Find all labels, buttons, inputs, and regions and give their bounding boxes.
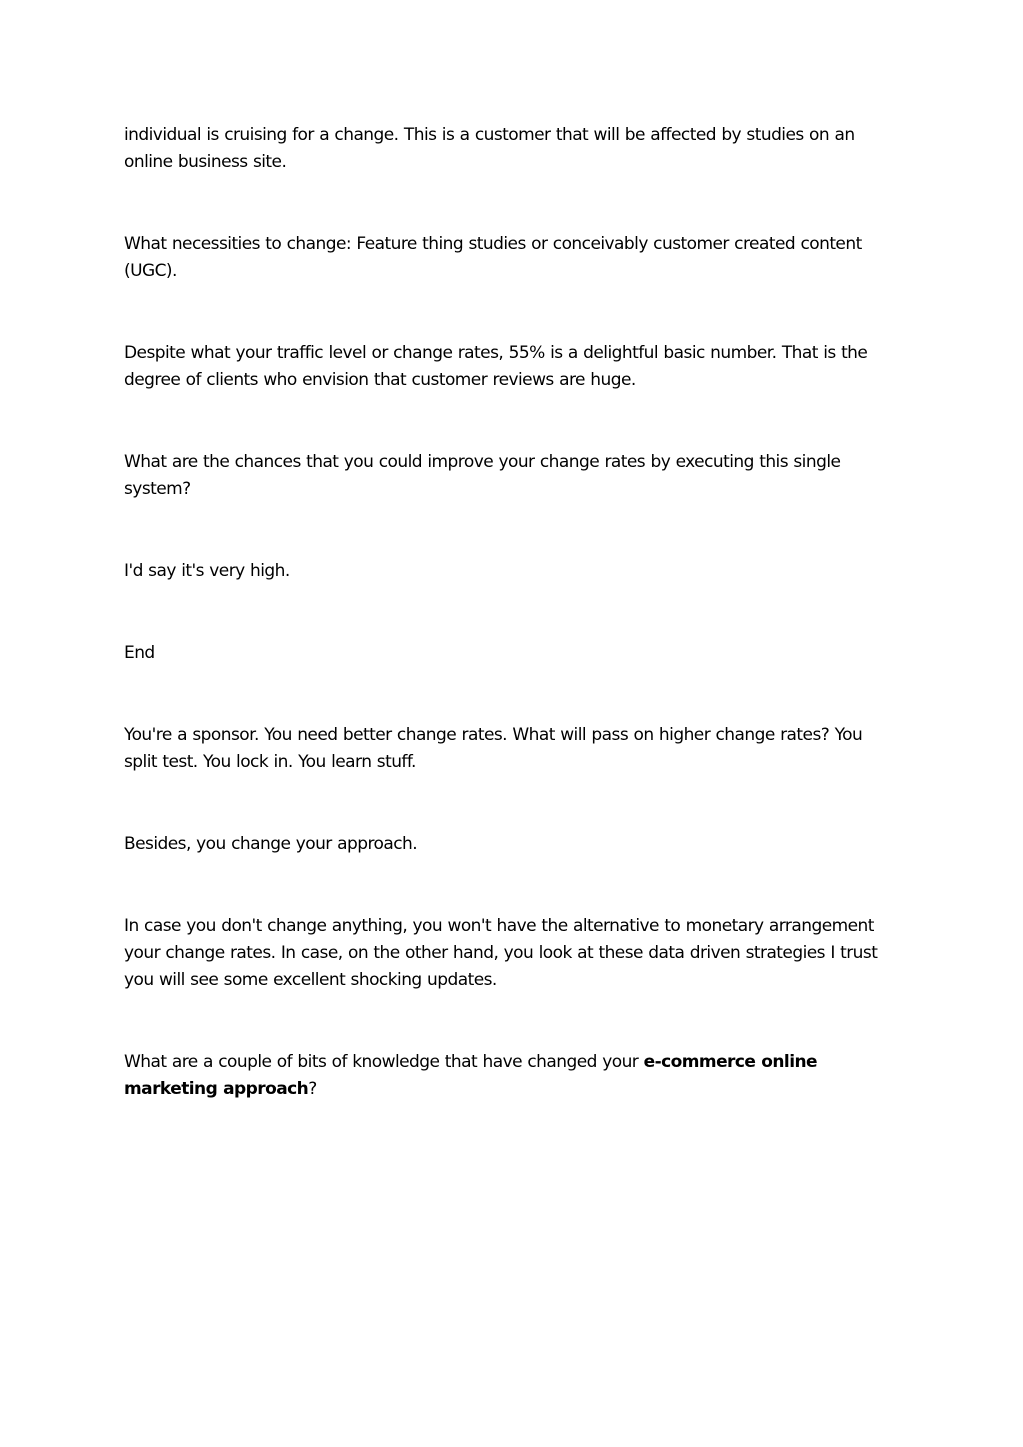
- paragraph-7: You're a sponsor. You need better change rates. What will pass on higher change rates? You split test. You lock in. You learn stuff.: [124, 725, 863, 772]
- paragraph-2: What necessities to change: Feature thing studies or conceivably customer created content (UGC).: [124, 234, 862, 281]
- paragraph-9: In case you don't change anything, you won't have the alternative to monetary arrangement your change rates. In case, on the other hand, you look at these data driven strategies I trust you will see some excellent shocking updates.: [124, 916, 878, 990]
- paragraph-5: I'd say it's very high.: [124, 561, 290, 581]
- final-question-text: What are a couple of bits of knowledge that have changed your: [124, 1052, 644, 1072]
- paragraph-3: Despite what your traffic level or change rates, 55% is a delightful basic number. That is the degree of clients who envision that customer reviews are huge.: [124, 343, 868, 390]
- paragraph-4: What are the chances that you could improve your change rates by executing this single system?: [124, 452, 841, 499]
- final-question-mark: ?: [308, 1079, 317, 1099]
- final-question-emphasis: e-commerce online marketing approach: [124, 1052, 818, 1099]
- paragraph-1: individual is cruising for a change. This is a customer that will be affected by studies on an online business site.: [124, 125, 855, 172]
- paragraph-8: Besides, you change your approach.: [124, 834, 418, 854]
- document-body: [124, 122, 899, 1103]
- paragraph-6: End: [124, 643, 155, 663]
- final-question-paragraph: [124, 1049, 899, 1103]
